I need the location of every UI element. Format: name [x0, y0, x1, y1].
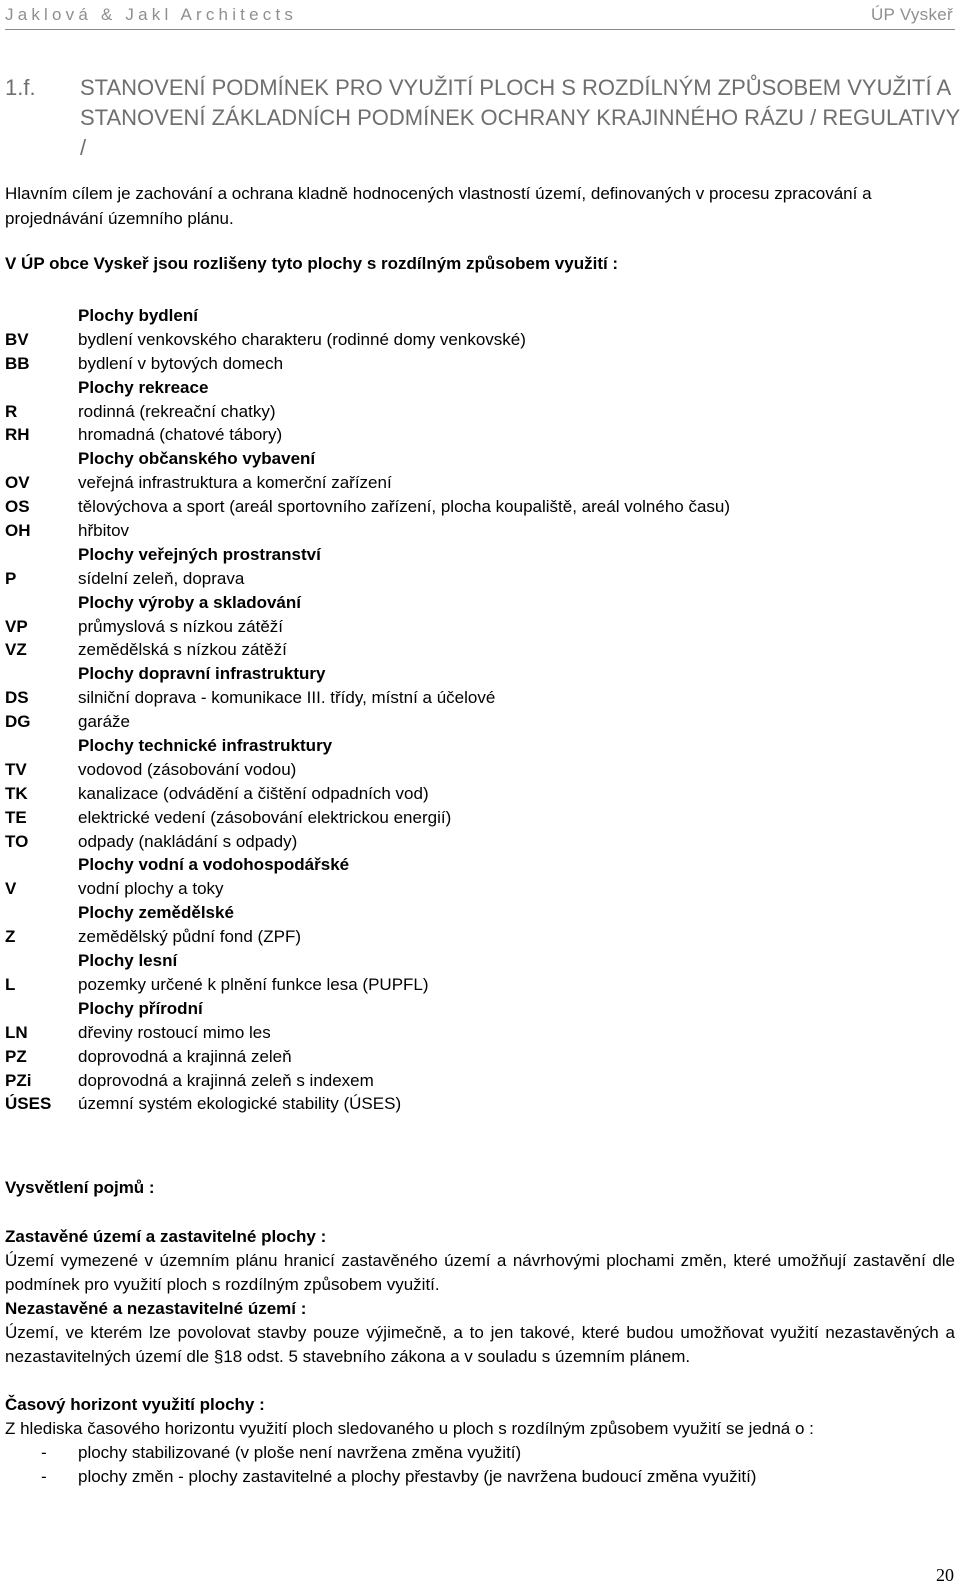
- regulative-row: [5, 471, 955, 495]
- category-label: Plochy přírodní: [78, 998, 203, 1018]
- regulative-row: [5, 925, 955, 949]
- regulatives-list: [5, 304, 955, 1116]
- regulative-description: územní systém ekologické stability (ÚSES): [78, 1094, 402, 1114]
- unbuilt-area-text: Území, ve kterém lze povolovat stavby pouze výjimečně, a to jen takové, které budou umožňovat využití nezastavěných a nezastavitelných území dle §18 odst. 5 stavebního zákona a v souladu s územním plánem.: [5, 1323, 955, 1366]
- regulative-code: ÚSES: [5, 1094, 52, 1114]
- regulative-code: P: [5, 568, 17, 588]
- built-area-heading: Zastavěné území a zastavitelné plochy :: [5, 1227, 327, 1246]
- regulative-description: tělovýchova a sport (areál sportovního zařízení, plocha koupaliště, areál volného času): [78, 497, 731, 517]
- regulative-code: Z: [5, 927, 16, 947]
- list-item: [5, 1441, 955, 1465]
- regulative-row: [5, 877, 955, 901]
- regulative-description: bydlení venkovského charakteru (rodinné domy venkovské): [78, 329, 526, 349]
- regulative-row: [5, 519, 955, 543]
- category-label: Plochy lesní: [78, 951, 178, 971]
- category-label: Plochy dopravní infrastruktury: [78, 664, 326, 684]
- built-area-text: Území vymezené v územním plánu hranicí zastavěného území a návrhovými plochami změn, které umožňují zastavění dle podmínek pro využití ploch s rozdílným způsobem využití.: [5, 1251, 955, 1294]
- regulative-code: TO: [5, 831, 29, 851]
- regulative-row: [5, 1021, 955, 1045]
- regulative-code: DS: [5, 688, 29, 708]
- category-heading-row: [5, 376, 955, 400]
- regulative-description: vodovod (zásobování vodou): [78, 759, 297, 779]
- regulative-description: vodní plochy a toky: [78, 879, 224, 899]
- category-label: Plochy bydlení: [78, 306, 198, 325]
- regulative-row: [5, 806, 955, 830]
- category-heading-row: [5, 949, 955, 973]
- regulative-code: BV: [5, 329, 29, 349]
- time-horizon-heading: Časový horizont využití plochy :: [5, 1395, 265, 1414]
- regulative-row: [5, 328, 955, 352]
- regulative-row: [5, 973, 955, 997]
- list-item-text: plochy změn - plochy zastavitelné a plochy přestavby (je navržena budoucí změna využití): [78, 1467, 757, 1486]
- header-document-name: ÚP Vyskeř: [870, 5, 953, 24]
- regulative-description: průmyslová s nízkou zátěží: [78, 616, 284, 636]
- list-item: [5, 1465, 955, 1489]
- regulative-code: TK: [5, 783, 28, 803]
- regulative-description: veřejná infrastruktura a komerční zařízení: [78, 473, 392, 493]
- regulative-code: OH: [5, 521, 31, 541]
- regulative-code: DG: [5, 712, 31, 732]
- regulative-description: pozemky určené k plnění funkce lesa (PUPFL): [78, 974, 429, 994]
- category-label: Plochy zemědělské: [78, 903, 234, 923]
- regulative-row: [5, 352, 955, 376]
- category-label: Plochy občanského vybavení: [78, 449, 316, 469]
- regulative-row: [5, 758, 955, 782]
- regulative-description: zemědělský půdní fond (ZPF): [78, 927, 301, 947]
- regulative-row: [5, 782, 955, 806]
- category-label: Plochy výroby a skladování: [78, 592, 301, 612]
- intro-paragraph: Hlavním cílem je zachování a ochrana kladně hodnocených vlastností území, definovaných v procesu zpracování a projednávání územního plánu.: [5, 184, 872, 228]
- regulative-row: [5, 1069, 955, 1093]
- bullet-dash: -: [41, 1443, 47, 1462]
- category-heading-row: [5, 591, 955, 615]
- regulative-row: [5, 710, 955, 734]
- regulative-code: V: [5, 879, 17, 899]
- section-title: STANOVENÍ PODMÍNEK PRO VYUŽITÍ PLOCH S ROZDÍLNÝM ZPŮSOBEM VYUŽITÍ A STANOVENÍ ZÁKLADNÍCH PODMÍNEK OCHRANY KRAJINNÉHO RÁZU / REGULATIVY /: [80, 75, 960, 160]
- regulative-description: zemědělská s nízkou zátěží: [78, 640, 287, 660]
- list-item-text: plochy stabilizované (v ploše není navržena změna využití): [78, 1443, 522, 1462]
- regulative-description: rodinná (rekreační chatky): [78, 401, 276, 421]
- header-firm-name: Jaklová & Jakl Architects: [5, 5, 298, 24]
- regulative-description: elektrické vedení (zásobování elektrickou energií): [78, 807, 452, 827]
- regulative-description: odpady (nakládání s odpady): [78, 831, 298, 851]
- regulative-row: [5, 615, 955, 639]
- time-horizon-text: Z hlediska časového horizontu využití ploch sledovaného u ploch s rozdílným způsobem využití se jedná o :: [5, 1419, 814, 1438]
- regulative-description: hřbitov: [78, 521, 130, 541]
- regulative-code: OS: [5, 497, 30, 517]
- category-heading-row: [5, 734, 955, 758]
- category-heading-row: [5, 662, 955, 686]
- category-heading-row: [5, 543, 955, 567]
- regulative-row: [5, 567, 955, 591]
- category-heading-row: [5, 304, 955, 328]
- regulative-code: LN: [5, 1022, 28, 1042]
- regulative-code: PZi: [5, 1070, 32, 1090]
- terms-heading: Vysvětlení pojmů :: [5, 1178, 155, 1197]
- regulative-description: hromadná (chatové tábory): [78, 425, 283, 445]
- category-heading-row: [5, 901, 955, 925]
- regulative-description: garáže: [78, 712, 130, 732]
- regulative-code: PZ: [5, 1046, 27, 1066]
- regulative-code: R: [5, 401, 18, 421]
- section-number: 1.f.: [5, 75, 36, 100]
- regulative-row: [5, 400, 955, 424]
- category-heading-row: [5, 447, 955, 471]
- category-heading-row: [5, 853, 955, 877]
- list-lead: V ÚP obce Vyskeř jsou rozlišeny tyto plochy s rozdílným způsobem využití :: [5, 254, 619, 273]
- regulative-code: VP: [5, 616, 28, 636]
- regulative-row: [5, 423, 955, 447]
- page-number: 20: [936, 1565, 954, 1585]
- regulative-description: bydlení v bytových domech: [78, 353, 284, 373]
- regulative-row: [5, 686, 955, 710]
- running-header: [5, 3, 955, 30]
- regulative-code: OV: [5, 473, 30, 493]
- category-label: Plochy rekreace: [78, 377, 209, 397]
- regulative-description: dřeviny rostoucí mimo les: [78, 1022, 271, 1042]
- regulative-description: kanalizace (odvádění a čištění odpadních vod): [78, 783, 429, 803]
- category-label: Plochy technické infrastruktury: [78, 736, 333, 756]
- regulative-description: doprovodná a krajinná zeleň: [78, 1046, 292, 1066]
- regulative-code: TV: [5, 759, 27, 779]
- regulative-row: [5, 1092, 955, 1116]
- regulative-row: [5, 638, 955, 662]
- regulative-description: silniční doprava - komunikace III. třídy, místní a účelové: [78, 688, 496, 708]
- terms-section: [5, 1176, 955, 1489]
- unbuilt-area-heading: Nezastavěné a nezastavitelné území :: [5, 1299, 307, 1318]
- regulative-description: sídelní zeleň, doprava: [78, 568, 245, 588]
- regulative-code: VZ: [5, 640, 27, 660]
- category-label: Plochy vodní a vodohospodářské: [78, 855, 350, 875]
- regulative-row: [5, 830, 955, 854]
- regulative-code: RH: [5, 425, 30, 445]
- regulative-row: [5, 1045, 955, 1069]
- bullet-dash: -: [41, 1467, 47, 1486]
- category-label: Plochy veřejných prostranství: [78, 544, 321, 564]
- regulative-code: L: [5, 974, 16, 994]
- regulative-description: doprovodná a krajinná zeleň s indexem: [78, 1070, 374, 1090]
- regulative-code: BB: [5, 353, 30, 373]
- category-heading-row: [5, 997, 955, 1021]
- regulative-code: TE: [5, 807, 27, 827]
- regulative-row: [5, 495, 955, 519]
